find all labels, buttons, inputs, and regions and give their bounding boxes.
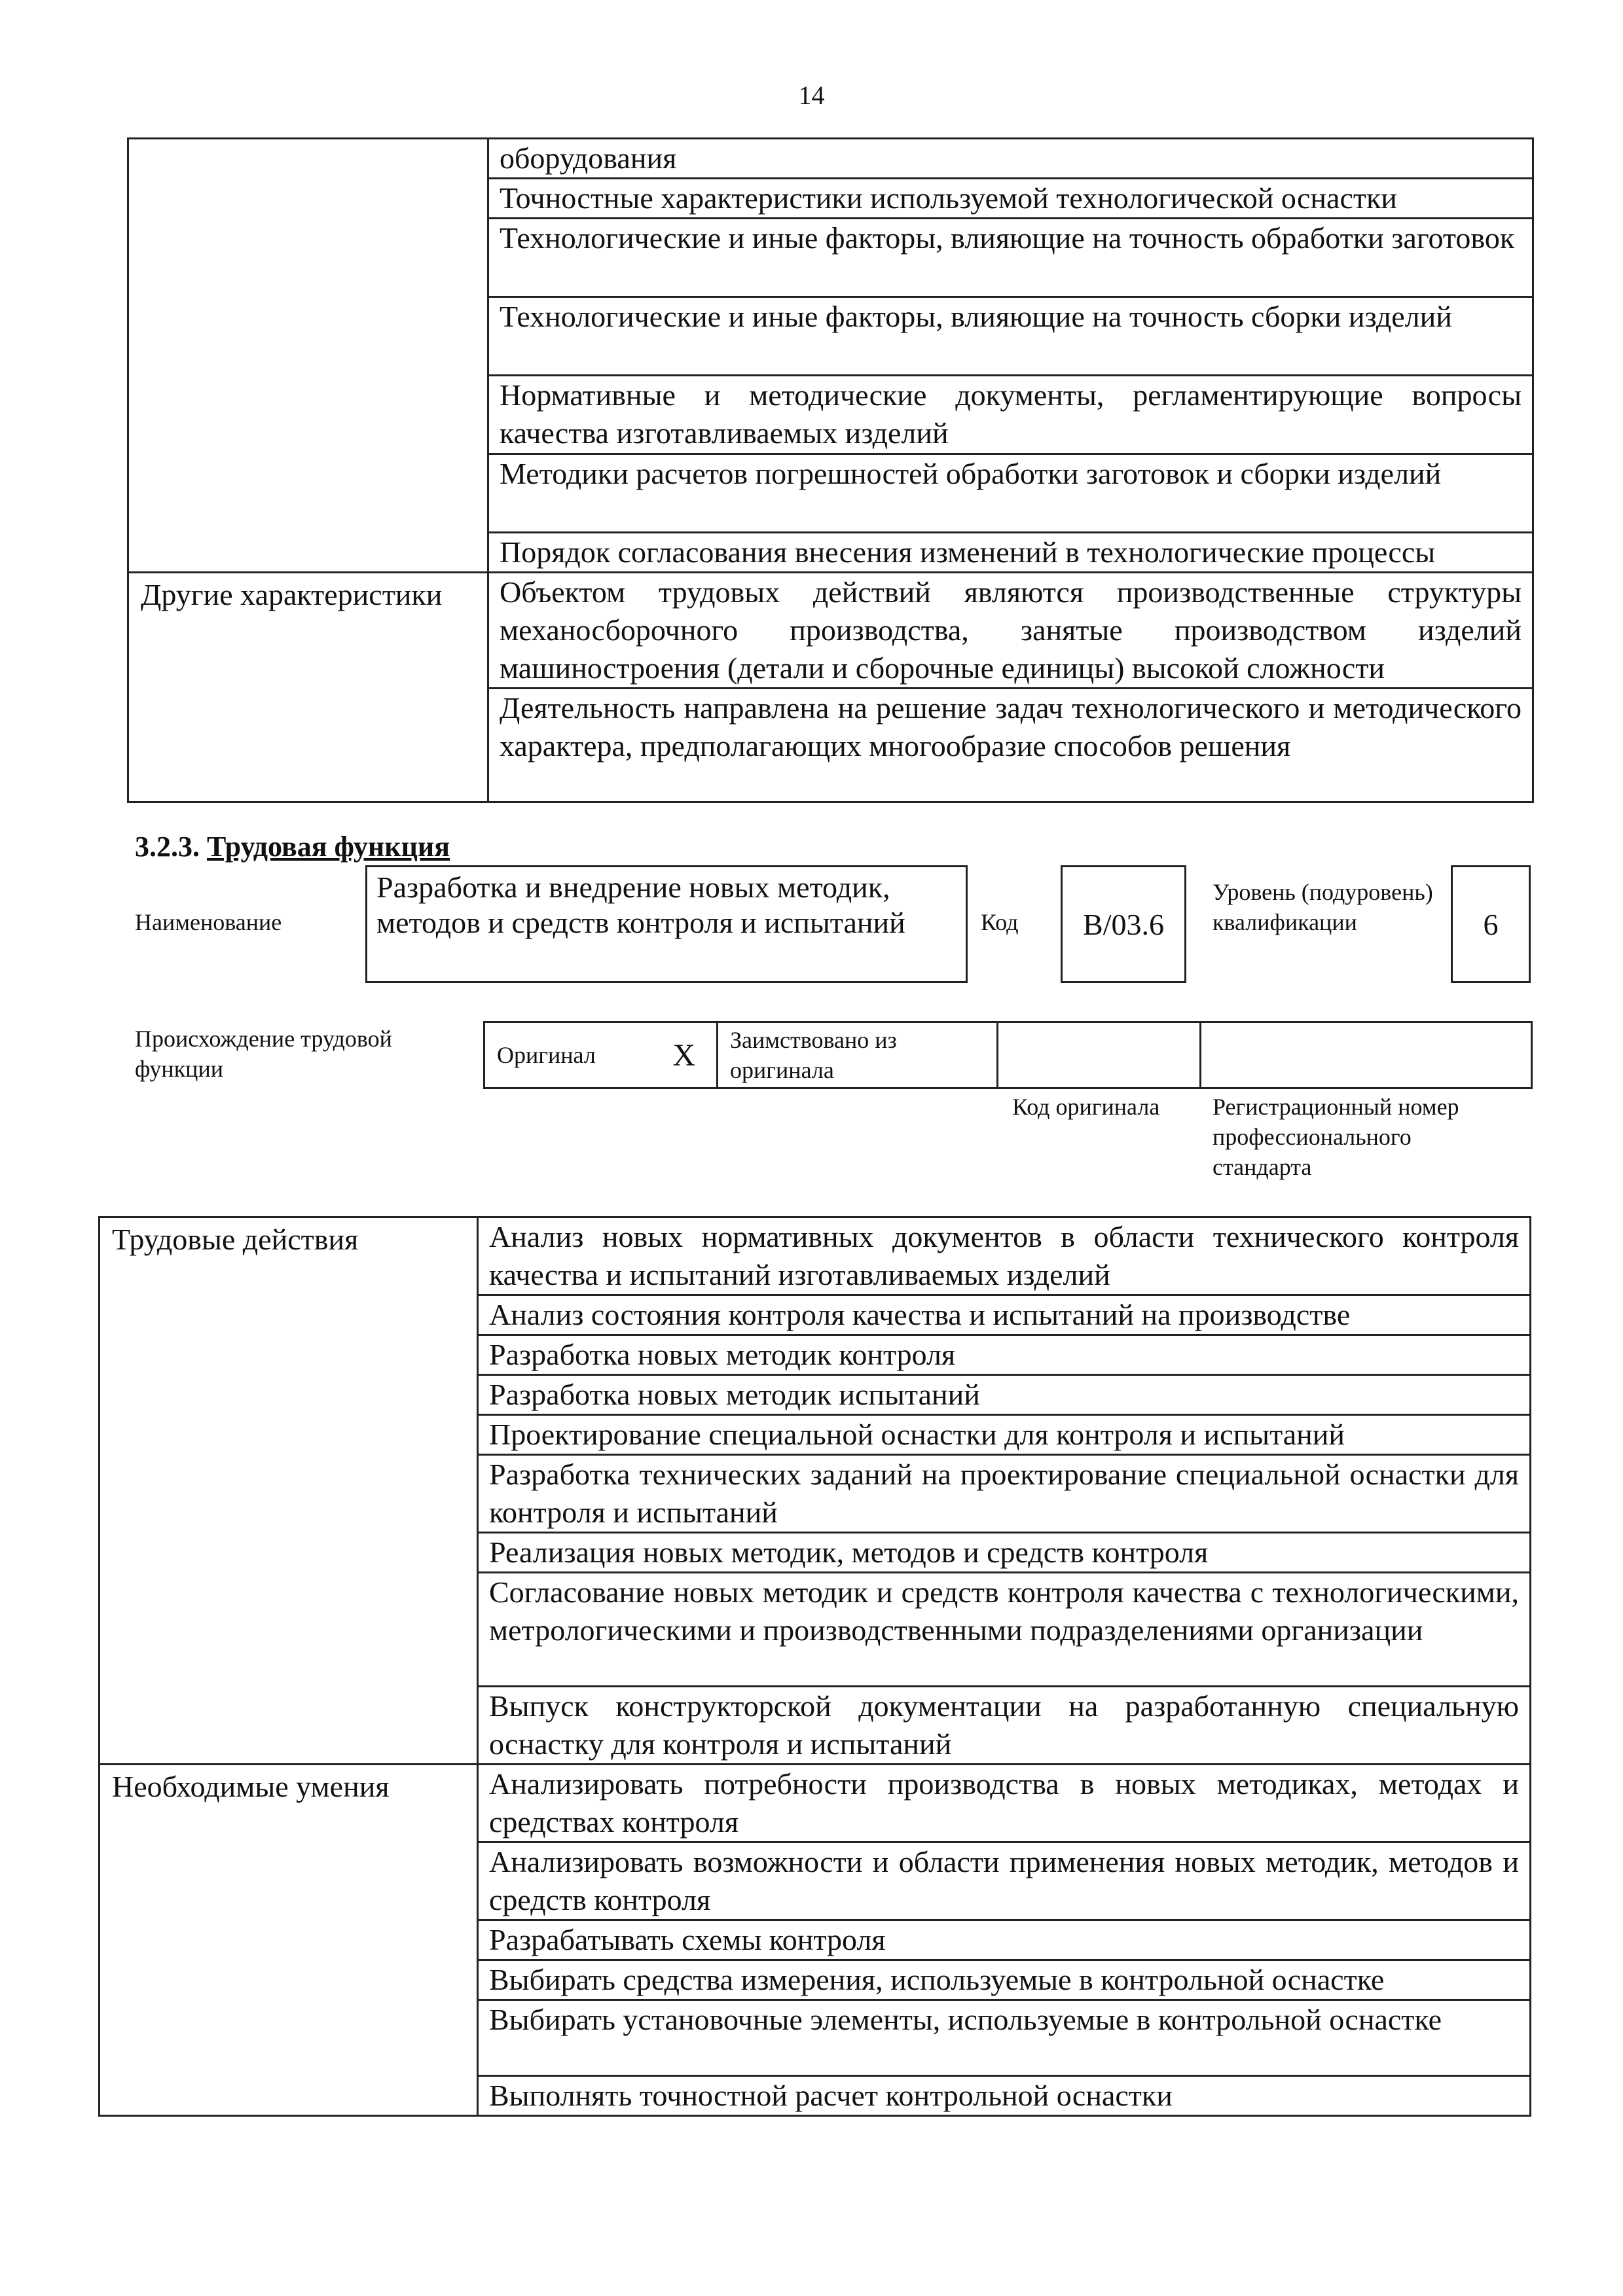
table-row [484, 1022, 1532, 1088]
row-label: Другие характеристики [128, 573, 488, 802]
table-cell: Точностные характеристики используемой технологической оснастки [488, 179, 1533, 219]
table-cell: Методики расчетов погрешностей обработки заготовок и сборки изделий [488, 454, 1533, 533]
table-cell: Деятельность направлена на решение задач технологического и методического характера, предполагающих многообразие способов решения [488, 689, 1533, 802]
row-label: Необходимые умения [100, 1765, 478, 2116]
code-value: B/03.6 [1083, 907, 1164, 941]
table-cell: Анализировать возможности и области применения новых методик, методов и средств контроля [478, 1842, 1531, 1920]
original-code-caption: Код оригинала [1012, 1094, 1160, 1120]
table-cell: Объектом трудовых действий являются производственные структуры механосборочного производства, занятые производством изделий машиностроения (детали и сборочные единицы) высокой сложности [488, 573, 1533, 689]
table-cell: Реализация новых методик, методов и средств контроля [478, 1533, 1531, 1573]
code-box [1061, 865, 1186, 983]
table-cell: Нормативные и методические документы, регламентирующие вопросы качества изготавливаемых изделий [488, 376, 1533, 454]
section-title: Трудовая функция [207, 831, 450, 863]
table-cell: Выбирать средства измерения, используемые в контрольной оснастке [478, 1960, 1531, 2000]
table-row [100, 1765, 1531, 1842]
section-number: 3.2.3. [135, 831, 200, 863]
table-cell: Разрабатывать схемы контроля [478, 1920, 1531, 1960]
origin-label: Происхождение трудовой функции [135, 1026, 392, 1082]
level-box [1451, 865, 1531, 983]
level-value: 6 [1483, 907, 1499, 941]
table-cell: оборудования [488, 139, 1533, 179]
table-cell: Порядок согласования внесения изменений в технологические процессы [488, 533, 1533, 573]
table-cell: Анализ новых нормативных документов в области технического контроля качества и испытаний изготавливаемых изделий [478, 1217, 1531, 1295]
row-label: Трудовые действия [100, 1217, 478, 1765]
table-cell: Выпуск конструкторской документации на разработанную специальную оснастку для контроля и испытаний [478, 1687, 1531, 1765]
table-cell: Разработка технических заданий на проектирование специальной оснастки для контроля и испытаний [478, 1455, 1531, 1533]
name-label: Наименование [135, 909, 282, 935]
reg-number-caption: Регистрационный номер профессионального стандарта [1213, 1094, 1459, 1180]
borrowed-label: Заимствовано из оригинала [718, 1022, 998, 1088]
table-row [100, 1217, 1531, 1295]
section-heading [135, 830, 450, 863]
original-label: Оригинал [484, 1022, 652, 1088]
top-characteristics-table [127, 137, 1534, 803]
origin-table [483, 1021, 1531, 1089]
original-mark: X [652, 1022, 718, 1088]
table-cell: Технологические и иные факторы, влияющие на точность сборки изделий [488, 297, 1533, 376]
function-details-table [98, 1216, 1531, 2117]
level-label: Уровень (подуровень) квалификации [1213, 879, 1433, 935]
table-cell: Выбирать установочные элементы, используемые в контрольной оснастке [478, 2000, 1531, 2076]
function-name-value: Разработка и внедрение новых методик, методов и средств контроля и испытаний [376, 870, 905, 939]
reg-number-cell [1201, 1022, 1532, 1088]
table-cell: Разработка новых методик испытаний [478, 1375, 1531, 1415]
page-number: 14 [798, 81, 825, 110]
table-cell: Анализ состояния контроля качества и испытаний на производстве [478, 1295, 1531, 1335]
function-name-box [365, 865, 968, 983]
table-cell: Разработка новых методик контроля [478, 1335, 1531, 1375]
table-cell: Выполнять точностной расчет контрольной оснастки [478, 2076, 1531, 2116]
code-label: Код [981, 909, 1019, 935]
table-cell: Технологические и иные факторы, влияющие на точность обработки заготовок [488, 219, 1533, 297]
table-cell: Согласование новых методик и средств контроля качества с технологическими, метрологическими и производственными подразделениями организации [478, 1573, 1531, 1687]
table-cell: Анализировать потребности производства в новых методиках, методах и средствах контроля [478, 1765, 1531, 1842]
table-row [128, 139, 1533, 179]
table-cell: Проектирование специальной оснастки для контроля и испытаний [478, 1415, 1531, 1455]
table-row [128, 573, 1533, 689]
original-code-cell [998, 1022, 1201, 1088]
row-label [128, 139, 488, 573]
